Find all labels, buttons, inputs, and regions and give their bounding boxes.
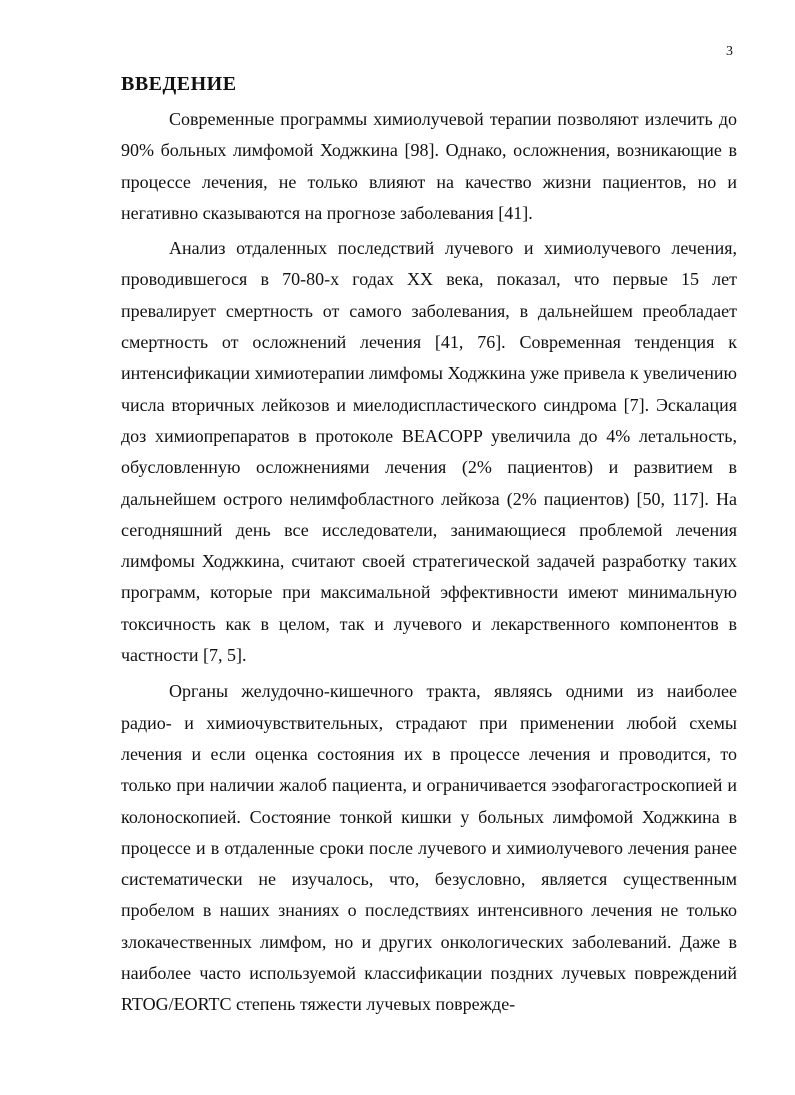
paragraph-2: Анализ отдаленных последствий лучевого и химиолучевого лечения, проводившегося в 70-80-х годах XX века, показал, что первые 15 лет превалирует смертность от самого заболевания, в дальнейшем преобладает смертность от осложнений лечения [41, 76]. Современная тенденция к интенсификации химиотерапии лимфомы Ходжкина уже привела к увеличению числа вторичных лейкозов и миелодиспластического синдрома [7]. Эскалация доз химиопрепаратов в протоколе BEACOPP увеличила до 4% летальность, обусловленную осложнениями лечения (2% пациентов) и развитием в дальнейшем острого нелимфобластного лейкоза (2% пациентов) [50, 117]. На сегодняшний день все исследователи, занимающиеся проблемой лечения лимфомы Ходжкина, считают своей стратегической задачей разработку таких программ, которые при максимальной эффективности имеют минимальную токсичность как в целом, так и лучевого и лекарственного компонентов в частности [7, 5]. <box>121 238 737 666</box>
section-heading: ВВЕДЕНИЕ <box>121 73 237 95</box>
body-text <box>121 104 737 1021</box>
paragraph-3: Органы желудочно-кишечного тракта, являясь одними из наиболее радио- и химиочувствительных, страдают при применении любой схемы лечения и если оценка состояния их в процессе лечения и проводится, то только при наличии жалоб пациента, и ограничивается эзофагогастроскопией и колоноскопией. Состояние тонкой кишки у больных лимфомой Ходжкина в процессе и в отдаленные сроки после лучевого и химиолучевого лечения ранее систематически не изучалось, что, безусловно, является существенным пробелом в наших знаниях о последствиях интенсивного лечения не только злокачественных лимфом, но и других онкологических заболеваний. Даже в наиболее часто используемой классификации поздних лучевых повреждений RTOG/EORTC степень тяжести лучевых поврежде- <box>121 681 737 1015</box>
paragraph-1: Современные программы химиолучевой терапии позволяют излечить до 90% больных лимфомой Ходжкина [98]. Однако, осложнения, возникающие в процессе лечения, не только влияют на качество жизни пациентов, но и негативно сказываются на прогнозе заболевания [41]. <box>121 109 737 223</box>
page-number: 3 <box>726 44 733 59</box>
